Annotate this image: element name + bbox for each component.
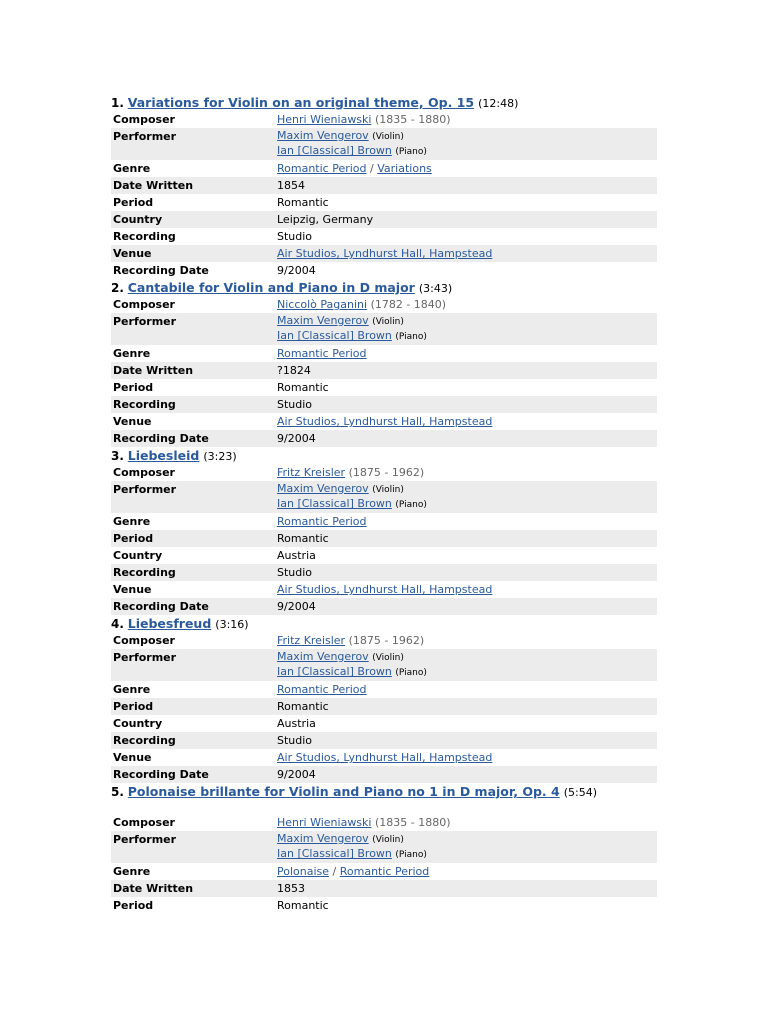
detail-row [111,715,657,732]
detail-label: Genre [113,347,151,360]
detail-value [277,749,657,766]
genre-link[interactable]: Romantic Period [277,347,367,360]
detail-label: Recording Date [113,768,209,781]
detail-row [111,698,657,715]
detail-value: Studio [277,566,313,579]
detail-label: Country [113,549,163,562]
performer-line [277,650,657,665]
detail-label: Composer [113,298,175,311]
detail-label: Composer [113,113,175,126]
detail-value [277,345,657,362]
detail-row [111,831,657,863]
detail-value [277,313,657,345]
detail-value [277,481,657,513]
detail-value: 9/2004 [277,264,316,277]
performer-role: (Piano) [395,147,427,157]
detail-row [111,211,657,228]
track-duration: (12:48) [478,97,519,110]
track-title-link[interactable]: Cantabile for Violin and Piano in D major [127,280,415,295]
detail-row [111,228,657,245]
detail-row [111,547,657,564]
detail-row [111,177,657,194]
detail-value: Romantic [277,899,329,912]
performer-role: (Violin) [372,653,404,663]
detail-label: Country [113,717,163,730]
detail-label: Recording [113,230,176,243]
performer-role: (Violin) [372,132,404,142]
detail-value: Austria [277,549,316,562]
track-title [111,94,657,111]
detail-row [111,749,657,766]
detail-label: Period [113,700,154,713]
track-title-link[interactable]: Polonaise brillante for Violin and Piano no 1 in D major, Op. 4 [127,784,560,799]
detail-value [277,814,657,831]
performer-link[interactable]: Maxim Vengerov [277,129,369,142]
detail-value: 1854 [277,179,305,192]
detail-value [277,581,657,598]
detail-value: Austria [277,717,316,730]
detail-row [111,681,657,698]
detail-value [277,831,657,863]
performer-line [277,314,657,329]
detail-label: Composer [113,816,175,829]
detail-label: Performer [113,130,177,143]
genre-link[interactable]: Romantic Period [277,683,367,696]
detail-value: Romantic [277,381,329,394]
performer-role: (Piano) [395,668,427,678]
detail-value: Studio [277,230,313,243]
detail-row [111,649,657,681]
detail-label: Date Written [113,179,194,192]
detail-row [111,513,657,530]
detail-value [277,464,657,481]
detail-label: Recording Date [113,600,209,613]
detail-value [277,649,657,681]
performer-role: (Piano) [395,850,427,860]
performer-line [277,329,657,344]
detail-value: 9/2004 [277,600,316,613]
detail-label: Period [113,196,154,209]
detail-label: Genre [113,515,151,528]
detail-label: Recording Date [113,432,209,445]
composer-link[interactable]: Fritz Kreisler [277,466,346,479]
detail-row [111,194,657,211]
detail-value: 1853 [277,882,305,895]
detail-row [111,396,657,413]
detail-row [111,530,657,547]
track-number: 1. [111,96,124,110]
detail-row [111,863,657,880]
detail-row [111,262,657,279]
performer-link[interactable]: Maxim Vengerov [277,832,369,845]
detail-row [111,345,657,362]
detail-value: Romantic [277,532,329,545]
detail-row [111,598,657,615]
performer-line [277,847,657,862]
composer-dates: (1875 - 1962) [348,634,425,647]
composer-dates: (1782 - 1840) [370,298,447,311]
performer-line [277,497,657,512]
detail-row [111,732,657,749]
detail-value: Studio [277,734,313,747]
composer-link[interactable]: Fritz Kreisler [277,634,346,647]
performer-link[interactable]: Ian [Classical] Brown [277,329,392,342]
detail-label: Genre [113,683,151,696]
track-number: 5. [111,785,124,799]
composer-dates: (1835 - 1880) [374,113,451,126]
detail-row [111,313,657,345]
track-number: 2. [111,281,124,295]
composer-link[interactable]: Niccolò Paganini [277,298,368,311]
detail-value: 9/2004 [277,768,316,781]
detail-row [111,481,657,513]
detail-label: Performer [113,833,177,846]
composer-link[interactable]: Henri Wieniawski [277,816,372,829]
performer-line [277,832,657,847]
detail-row [111,430,657,447]
performer-role: (Piano) [395,332,427,342]
detail-row [111,128,657,160]
detail-value [277,632,657,649]
track-number: 3. [111,449,124,463]
detail-row [111,362,657,379]
detail-label: Recording [113,566,176,579]
detail-label: Composer [113,634,175,647]
detail-row [111,880,657,897]
track-duration: (3:16) [215,618,249,631]
detail-value [277,160,657,177]
performer-link[interactable]: Maxim Vengerov [277,314,369,327]
performer-link[interactable]: Ian [Classical] Brown [277,497,392,510]
detail-label: Period [113,899,154,912]
detail-row [111,111,657,128]
detail-value: 9/2004 [277,432,316,445]
detail-row [111,581,657,598]
detail-value [277,111,657,128]
track-duration: (3:23) [203,450,237,463]
detail-row [111,897,657,914]
detail-label: Recording [113,398,176,411]
detail-label: Recording Date [113,264,209,277]
detail-label: Genre [113,865,151,878]
venue-link[interactable]: Air Studios, Lyndhurst Hall, Hampstead [277,415,493,428]
performer-role: (Violin) [372,317,404,327]
detail-label: Venue [113,415,152,428]
venue-link[interactable]: Air Studios, Lyndhurst Hall, Hampstead [277,751,493,764]
performer-role: (Violin) [372,835,404,845]
detail-value [277,863,657,880]
detail-row [111,160,657,177]
performer-line [277,129,657,144]
composer-dates: (1875 - 1962) [348,466,425,479]
performer-line [277,665,657,680]
performer-link[interactable]: Ian [Classical] Brown [277,144,392,157]
track-title-link[interactable]: Liebesleid [127,448,200,463]
detail-value [277,413,657,430]
detail-row [111,413,657,430]
venue-link[interactable]: Air Studios, Lyndhurst Hall, Hampstead [277,583,493,596]
detail-value [277,245,657,262]
track-list [111,94,657,914]
link-separator: / [332,865,337,878]
performer-link[interactable]: Ian [Classical] Brown [277,665,392,678]
performer-link[interactable]: Maxim Vengerov [277,650,369,663]
detail-label: Venue [113,247,152,260]
performer-line [277,144,657,159]
performer-line [277,482,657,497]
detail-value [277,296,657,313]
genre-link[interactable]: Romantic Period [277,162,367,175]
detail-label: Period [113,532,154,545]
track-duration: (3:43) [418,282,453,295]
track-number: 4. [111,617,124,631]
detail-value: Romantic [277,196,329,209]
track-title [111,447,657,464]
detail-value [277,128,657,160]
performer-link[interactable]: Maxim Vengerov [277,482,369,495]
detail-label: Composer [113,466,175,479]
detail-row [111,464,657,481]
track-title [111,279,657,296]
detail-value: Romantic [277,700,329,713]
detail-row [111,766,657,783]
composer-link[interactable]: Henri Wieniawski [277,113,372,126]
detail-label: Performer [113,651,177,664]
track-title-link[interactable]: Liebesfreud [127,616,212,631]
detail-label: Date Written [113,882,194,895]
detail-label: Country [113,213,163,226]
detail-row [111,379,657,396]
track-title-link[interactable]: Variations for Violin on an original theme, Op. 15 [127,95,475,110]
detail-value: Leipzig, Germany [277,213,374,226]
detail-label: Performer [113,483,177,496]
detail-row [111,564,657,581]
track-duration: (5:54) [563,786,597,799]
detail-row [111,814,657,831]
genre-link[interactable]: Variations [377,162,432,175]
detail-value: Studio [277,398,313,411]
performer-role: (Violin) [372,485,404,495]
detail-label: Venue [113,751,152,764]
genre-link[interactable]: Romantic Period [277,515,367,528]
detail-row [111,296,657,313]
detail-row [111,632,657,649]
genre-link[interactable]: Romantic Period [339,865,430,878]
detail-value [277,681,657,698]
detail-value: ?1824 [277,364,311,377]
detail-label: Genre [113,162,151,175]
track-title [111,783,657,814]
performer-link[interactable]: Ian [Classical] Brown [277,847,392,860]
detail-value [277,513,657,530]
detail-label: Date Written [113,364,194,377]
track-title [111,615,657,632]
performer-role: (Piano) [395,500,427,510]
detail-label: Performer [113,315,177,328]
detail-label: Venue [113,583,152,596]
genre-link[interactable]: Polonaise [277,865,330,878]
detail-row [111,245,657,262]
detail-label: Period [113,381,154,394]
detail-label: Recording [113,734,176,747]
venue-link[interactable]: Air Studios, Lyndhurst Hall, Hampstead [277,247,493,260]
composer-dates: (1835 - 1880) [374,816,451,829]
link-separator: / [370,162,374,175]
